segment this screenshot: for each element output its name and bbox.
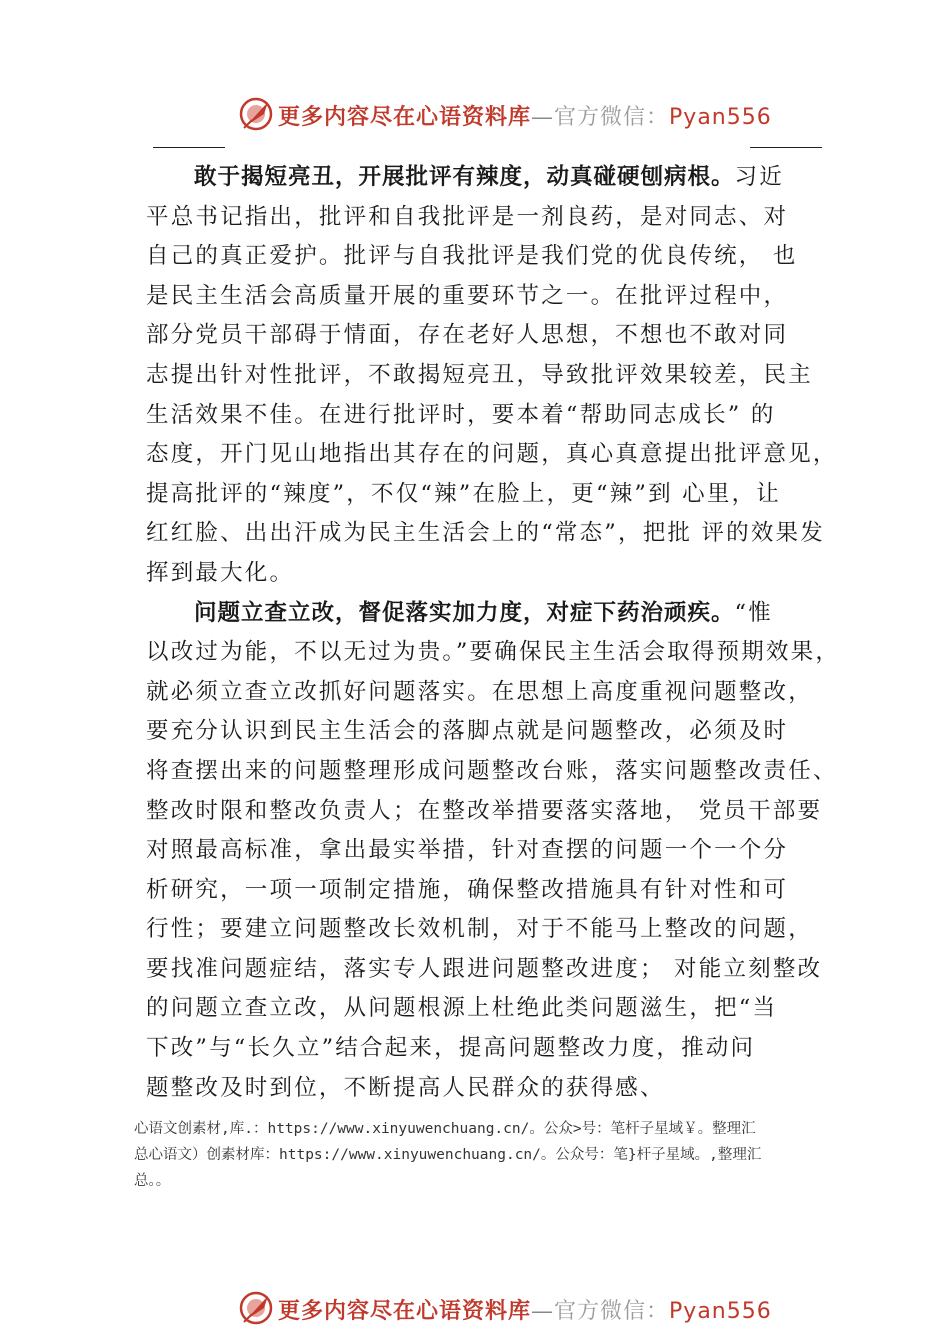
section1-lead: 敢于揭短亮丑，开展批评有辣度，动真碰硬刨病根。 [194,164,735,190]
paragraph-line: 部分党员干部碍于情面，存在老好人思想，不想也不敢对同 [146,322,789,349]
section2-first-tail: “惟 [734,599,773,626]
footer-dash: — [531,1299,555,1324]
paragraph-line: 的问题立查立改，从问题根源上杜绝此类问题滋生，把“当 [146,995,778,1022]
paragraph-line: 要充分认识到民主生活会的落脚点就是问题整改，必须及时 [146,718,789,745]
paragraph-line: 整改时限和整改负责人；在整改举措要落实落地， 党员干部要 [146,797,823,824]
paragraph-line: 态度，开门见山地指出其存在的问题，真心真意提出批评意见， [146,441,838,468]
section1-first-line [146,158,846,198]
paragraph-line: 自己的真正爱护。批评与自我批评是我们党的优良传统， 也 [146,243,798,270]
quill-logo-icon [238,1290,274,1326]
paragraph-line: 题整改及时到位，不断提高人民群众的获得感、 [146,1074,665,1101]
paragraph-line: 是民主生活会高质量开展的重要环节之一。在批评过程中， [146,282,789,309]
header-banner [0,92,950,140]
header-wechat-id: Pyan556 [669,105,772,130]
source-note [134,1116,854,1194]
footer-banner-text [278,1294,772,1325]
paragraph-line: 行性；要建立问题整改长效机制，对于不能马上整改的问题， [146,916,813,943]
paragraph-line: 挥到最大化。 [146,559,295,586]
paragraph-line: 以改过为能，不以无过为贵。”要确保民主生活会取得预期效果， [146,639,841,666]
article-body [146,158,846,1108]
quill-logo-icon [238,96,274,132]
paragraph-line: 平总书记指出，批评和自我批评是一剂良药，是对同志、对 [146,203,789,230]
footer-banner [0,1286,950,1334]
section1-first-tail: 习近 [734,164,784,190]
paragraph-line: 就必须立查立改抓好问题落实。在思想上高度重视问题整改， [146,678,813,705]
paragraph-line: 下改”与“长久立”结合起来，提高问题整改力度，推动问 [146,1035,756,1062]
section2-lead: 问题立查立改，督促落实加力度，对症下药治顽疾。 [194,599,735,626]
paragraph-line: 将查摆出来的问题整理形成问题整改台账，落实问题整改责任、 [146,757,838,784]
header-dash: — [531,105,555,130]
header-rule-right [750,147,822,148]
header-official-label: 官方微信： [554,105,670,130]
paragraph-line: 要找准问题症结，落实专人跟进问题整改进度； 对能立刻整改 [146,955,823,982]
header-banner-text [278,100,772,131]
source-note-line: 总。。 [134,1173,171,1189]
source-note-line: 总心语文）创素材库：https://www.xinyuwenchuang.cn/。公众号：笔}杆子星域。,整理汇 [134,1147,762,1163]
paragraph-line: 志提出针对性批评，不敢揭短亮丑，导致批评效果较差，民主 [146,361,813,388]
source-note-line: 心语文创素材,库.：https://www.xinyuwenchuang.cn/。公众>号：笔杆子星域￥。整理汇 [134,1121,756,1137]
paragraph-line: 析研究，一项一项制定措施，确保整改措施具有针对性和可 [146,876,789,903]
footer-wechat-id: Pyan556 [669,1299,772,1324]
section2-first-line [146,594,846,634]
paragraph-line: 生活效果不佳。在进行批评时，要本着“帮助同志成长” 的 [146,401,776,428]
paragraph-line: 红红脸、出出汗成为民主生活会上的“常态”，把批 评的效果发 [146,520,825,547]
footer-official-label: 官方微信： [554,1299,670,1324]
header-rule-left [153,147,225,148]
footer-brand: 更多内容尽在心语资料库 [278,1298,532,1324]
header-brand: 更多内容尽在心语资料库 [278,104,532,130]
paragraph-line: 对照最高标准，拿出最实举措，针对查摆的问题一个一个分 [146,837,789,864]
paragraph-line: 提高批评的“辣度”，不仅“辣”在脸上，更“辣”到 心里，让 [146,480,781,507]
